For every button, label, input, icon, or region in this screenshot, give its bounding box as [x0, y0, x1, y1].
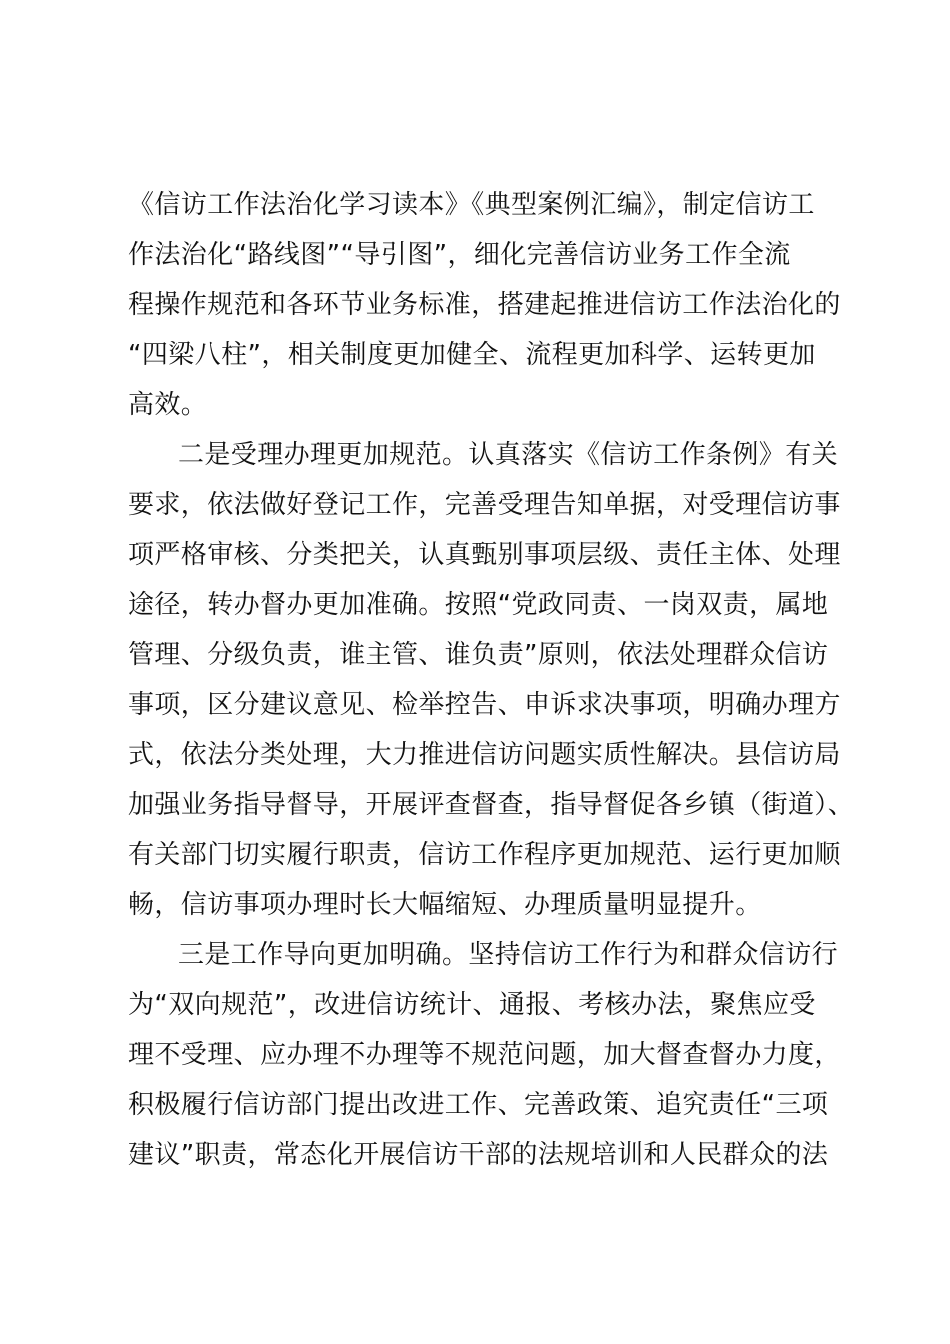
paragraph-start-line: 三是工作导向更加明确。坚持信访工作行为和群众信访行 — [178, 940, 839, 970]
text-line: 《信访工作法治化学习读本》《典型案例汇编》，制定信访工 — [128, 190, 815, 220]
text-line: 程操作规范和各环节业务标准，搭建起推进信访工作法治化的 — [128, 290, 841, 320]
text-line: “四梁八柱”，相关制度更加健全、流程更加科学、运转更加 — [128, 340, 816, 370]
text-line: 管理、分级负责，谁主管、谁负责”原则，依法处理群众信访 — [128, 640, 829, 670]
text-line: 为“双向规范”，改进信访统计、通报、考核办法，聚焦应受 — [128, 990, 816, 1020]
text-line: 有关部门切实履行职责，信访工作程序更加规范、运行更加顺 — [128, 840, 841, 870]
text-line: 项严格审核、分类把关，认真甄别事项层级、责任主体、处理 — [128, 540, 841, 570]
text-line: 作法治化“路线图”“导引图”，细化完善信访业务工作全流 — [128, 240, 791, 270]
paragraph-start-line: 二是受理办理更加规范。认真落实《信访工作条例》有关 — [178, 440, 839, 470]
text-line: 式，依法分类处理，大力推进信访问题实质性解决。县信访局 — [128, 740, 841, 770]
text-line: 事项，区分建议意见、检举控告、申诉求决事项，明确办理方 — [128, 690, 841, 720]
text-line: 积极履行信访部门提出改进工作、完善政策、追究责任“三项 — [128, 1090, 829, 1120]
text-line: 要求，依法做好登记工作，完善受理告知单据，对受理信访事 — [128, 490, 841, 520]
text-line: 畅，信访事项办理时长大幅缩短、办理质量明显提升。 — [128, 890, 762, 920]
text-line: 途径，转办督办更加准确。按照“党政同责、一岗双责，属地 — [128, 590, 829, 620]
text-line: 高效。 — [128, 390, 208, 420]
text-line: 加强业务指导督导，开展评查督查，指导督促各乡镇（街道）、 — [128, 790, 855, 820]
text-line: 理不受理、应办理不办理等不规范问题，加大督查督办力度， — [128, 1040, 841, 1070]
text-line: 建议”职责，常态化开展信访干部的法规培训和人民群众的法 — [128, 1140, 829, 1170]
body-text — [128, 180, 855, 1180]
